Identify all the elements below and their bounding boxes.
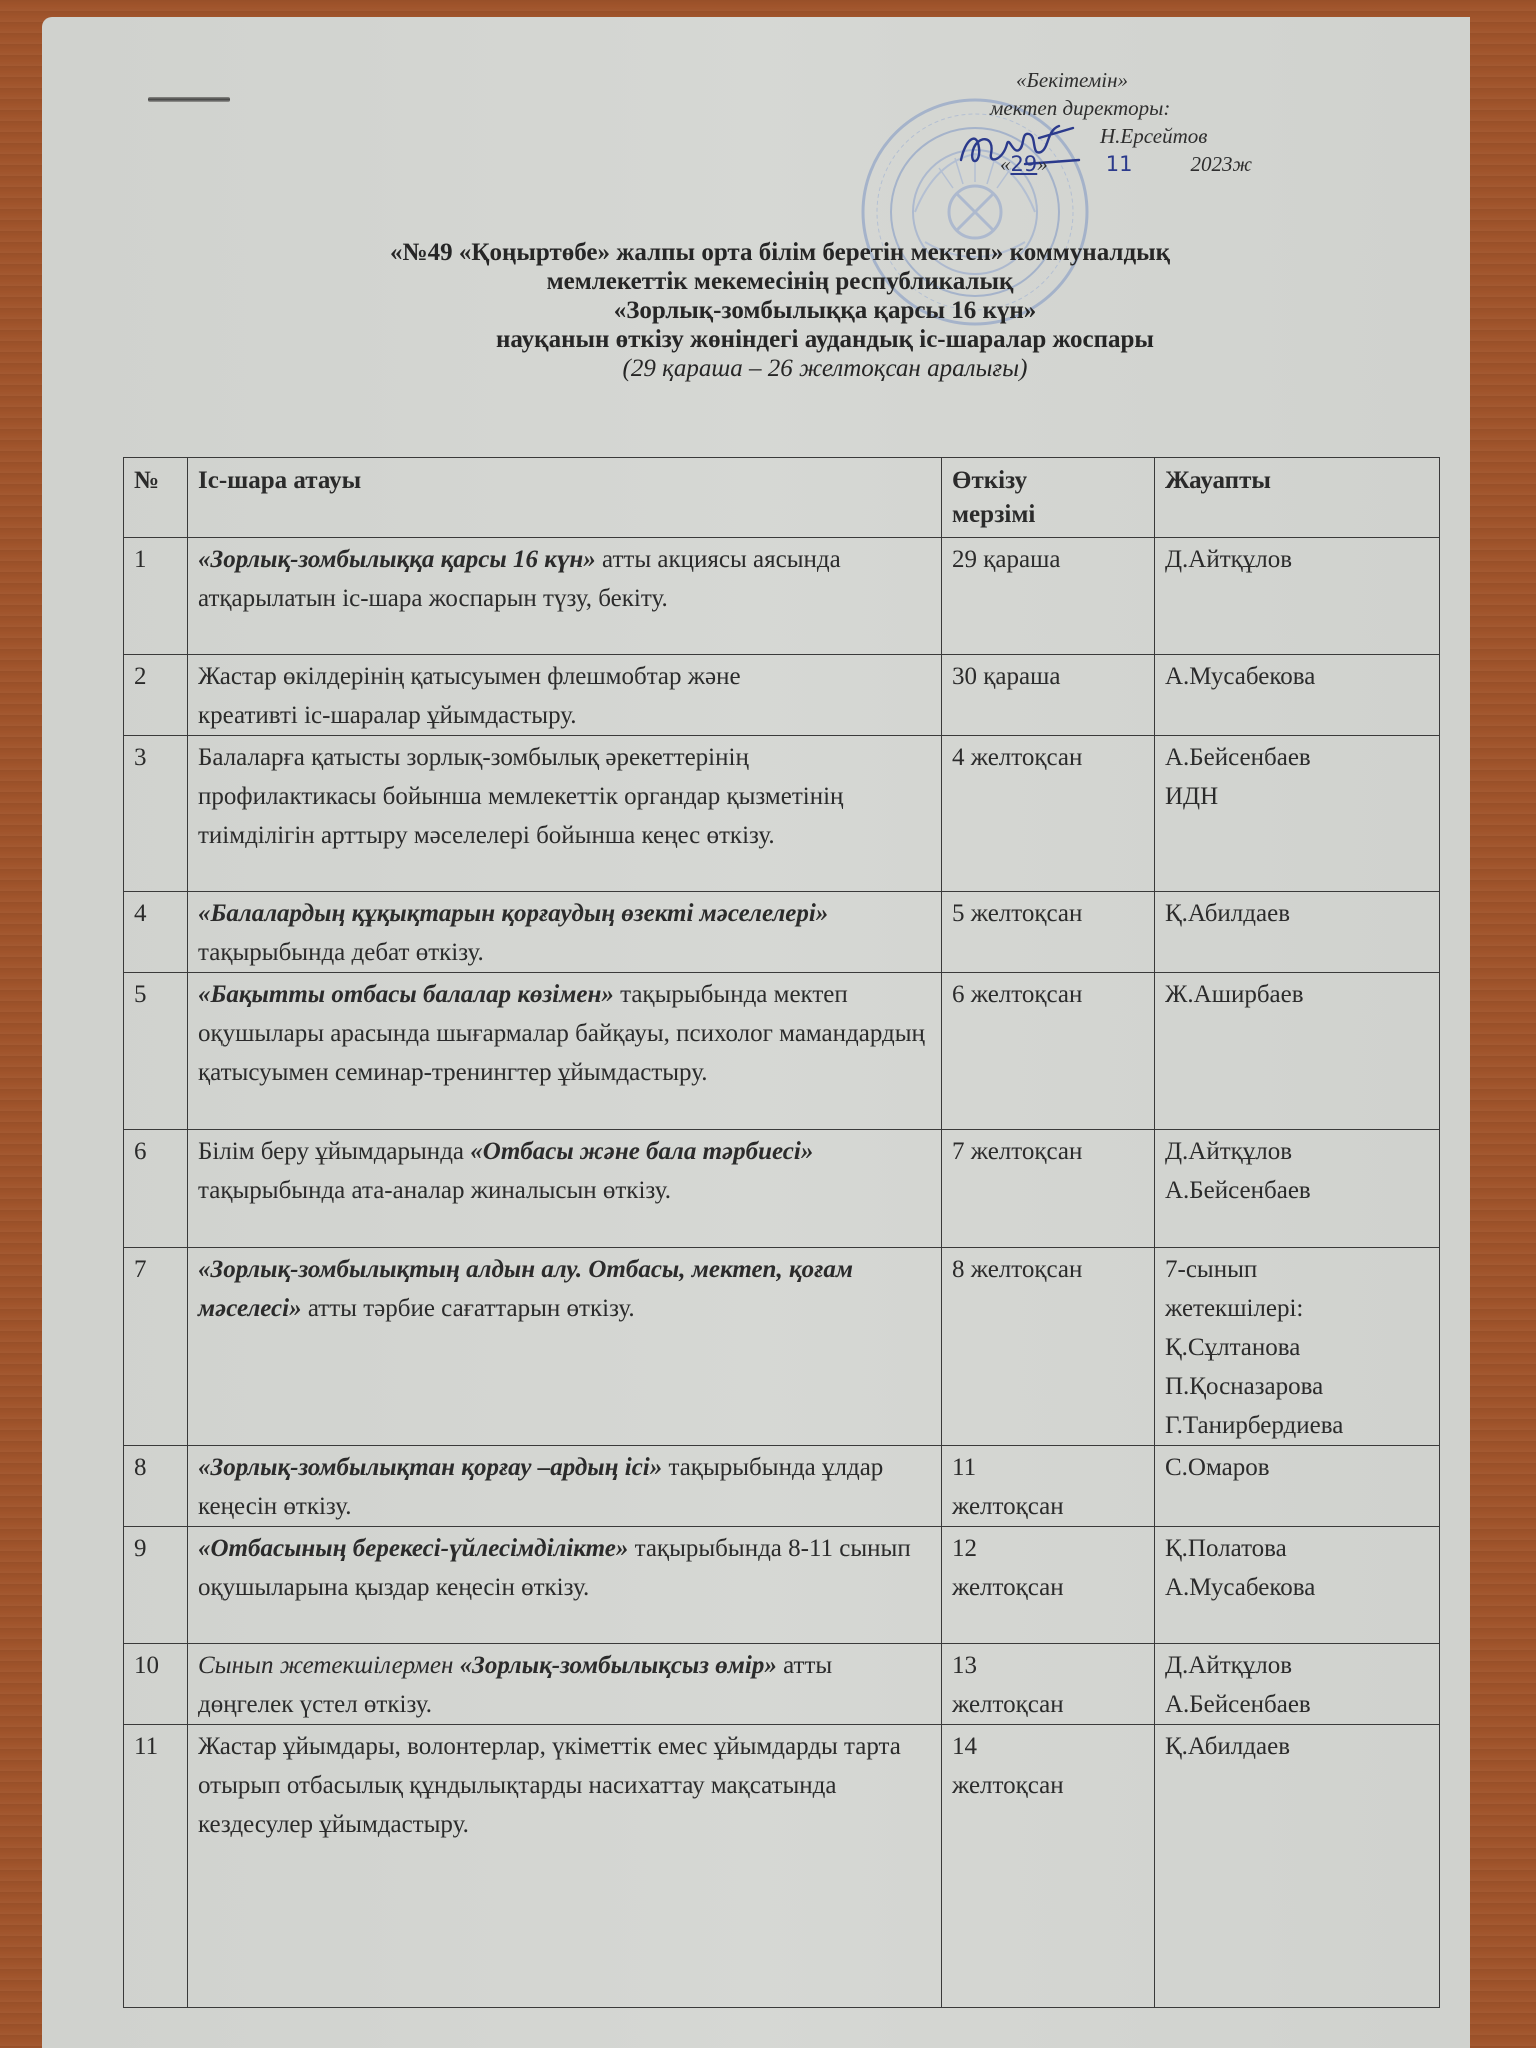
activity-text: Білім беру ұйымдарында [198, 1138, 471, 1165]
date-cell: 6 желтоқсан [942, 973, 1155, 1130]
table-row [124, 1725, 1440, 2008]
responsible-cell [1155, 1130, 1440, 1248]
approval-title: «Бекітемін» [1016, 68, 1128, 92]
approval-name: Н.Ерсейтов [1100, 124, 1208, 148]
approval-date: «29» 11 2023ж [1000, 152, 1253, 176]
row-number: 9 [124, 1527, 188, 1644]
responsible-person: А.Бейсенбаев [1165, 744, 1311, 771]
activity-plan-table [123, 457, 1440, 2008]
date-cell: 4 желтоқсан [942, 736, 1155, 892]
row-number: 8 [124, 1446, 188, 1527]
activity-text-continued: атты дөңгелек үстел өткізу. [198, 1652, 833, 1718]
activity-cell [188, 736, 942, 892]
approval-day: 29 [1010, 152, 1038, 176]
table-row [124, 1248, 1440, 1446]
responsible-person: Д.Айтқұлов [1165, 1138, 1293, 1165]
table-row [124, 1527, 1440, 1644]
responsible-person: А.Бейсенбаев [1165, 1691, 1311, 1718]
row-number: 2 [124, 655, 188, 736]
responsible-cell [1155, 736, 1440, 892]
activity-cell [188, 1446, 942, 1527]
responsible-cell [1155, 655, 1440, 736]
responsible-cell [1155, 1446, 1440, 1527]
date-cell: 14 желтоқсан [942, 1725, 1155, 2008]
activity-cell [188, 1527, 942, 1644]
title-period: (29 қараша – 26 желтоқсан аралығы) [622, 355, 1028, 382]
responsible-person: А.Бейсенбаев [1165, 1177, 1311, 1204]
header-num: № [124, 458, 188, 538]
row-number: 11 [124, 1725, 188, 2008]
table-row [124, 1644, 1440, 1725]
table-header-row [124, 458, 1440, 538]
date-cell: 8 желтоқсан [942, 1248, 1155, 1446]
row-number: 10 [124, 1644, 188, 1725]
responsible-cell [1155, 1248, 1440, 1446]
activity-text: Балаларға қатысты зорлық-зомбылық әрекеттерінің профилактикасы бойынша мемлекеттік органдар қызметінің тиімділігін арттыру мәселелері бойынша кеңес өткізу. [198, 744, 844, 849]
activity-text: Сынып жетекшілермен [198, 1652, 460, 1679]
activity-text-continued: тақырыбында дебат өткізу. [198, 939, 484, 966]
responsible-person: ИДН [1165, 783, 1219, 810]
responsible-person: Г.Танирбердиева [1165, 1412, 1344, 1439]
responsible-cell [1155, 1644, 1440, 1725]
table-row [124, 1130, 1440, 1248]
activity-title-emphasis: «Зорлық-зомбылықтан қорғау –ардың ісі» [198, 1454, 663, 1481]
activity-cell [188, 538, 942, 655]
table-row [124, 1446, 1440, 1527]
row-number: 1 [124, 538, 188, 655]
row-number: 6 [124, 1130, 188, 1248]
responsible-person: Д.Айтқұлов [1165, 1652, 1293, 1679]
activity-title-emphasis: «Отбасы және бала тәрбиесі» [470, 1138, 814, 1165]
row-number: 5 [124, 973, 188, 1130]
responsible-cell [1155, 538, 1440, 655]
title-line-2: мемлекеттік мекемесінің республикалық [546, 268, 1014, 295]
table-row [124, 736, 1440, 892]
date-cell: 29 қараша [942, 538, 1155, 655]
activity-title-emphasis: «Зорлық-зомбылықсыз өмір» [459, 1652, 777, 1679]
responsible-cell [1155, 892, 1440, 973]
header-activity: Іс-шара атауы [188, 458, 942, 538]
table-row [124, 973, 1440, 1130]
row-number: 7 [124, 1248, 188, 1446]
activity-title-emphasis: «Зорлық-зомбылықтың алдын алу. Отбасы, мектеп, қоғам мәселесі» [198, 1256, 853, 1322]
activity-text-continued: атты акциясы аясында атқарылатын іс-шара жоспарын түзу, бекіту. [198, 546, 841, 612]
table-row [124, 655, 1440, 736]
responsible-person: Д.Айтқұлов [1165, 546, 1293, 573]
row-number: 4 [124, 892, 188, 973]
approval-block [990, 66, 1310, 178]
table-row [124, 538, 1440, 655]
activity-title-emphasis: «Балалардың құқықтарын қорғаудың өзекті мәселелері» [198, 900, 829, 927]
date-cell: 5 желтоқсан [942, 892, 1155, 973]
activity-text-continued: тақырыбында ата-аналар жиналысын өткізу. [198, 1177, 671, 1204]
activity-cell [188, 892, 942, 973]
activity-text-continued: тақырыбында мектеп оқушылары арасында шығармалар байқауы, психолог мамандардың қатысуымен семинар-тренингтер ұйымдастыру. [198, 981, 925, 1086]
responsible-cell [1155, 1725, 1440, 2008]
staple [148, 97, 230, 102]
date-cell: 13 желтоқсан [942, 1644, 1155, 1725]
date-cell: 11 желтоқсан [942, 1446, 1155, 1527]
row-number: 3 [124, 736, 188, 892]
activity-cell [188, 1725, 942, 2008]
activity-text: Жастар ұйымдары, волонтерлар, үкіметтік емес ұйымдарды тарта отырып отбасылық құндылықтарды насихаттау мақсатында кездесулер ұйымдастыру. [198, 1733, 901, 1838]
activity-title-emphasis: «Бақытты отбасы балалар көзімен» [198, 981, 614, 1008]
responsible-person: А.Мусабекова [1165, 1574, 1316, 1601]
approval-month: 11 [1105, 152, 1133, 176]
approval-role: мектеп директоры: [990, 96, 1171, 120]
document-title [150, 238, 1410, 383]
header-date: Өткізу мерзімі [942, 458, 1155, 538]
responsible-cell [1155, 1527, 1440, 1644]
responsible-person: С.Омаров [1165, 1454, 1270, 1481]
responsible-person: Қ.Сұлтанова [1165, 1334, 1301, 1361]
date-cell: 12 желтоқсан [942, 1527, 1155, 1644]
responsible-person: Қ.Абилдаев [1165, 900, 1290, 927]
activity-cell [188, 1130, 942, 1248]
approval-year: 2023ж [1190, 152, 1253, 176]
activity-title-emphasis: «Отбасының берекесі-үйлесімділікте» [198, 1535, 629, 1562]
activity-text: Жастар өкілдерінің қатысуымен флешмобтар және креативті іс-шаралар ұйымдастыру. [198, 663, 741, 729]
activity-title-emphasis: «Зорлық-зомбылыққа қарсы 16 күн» [198, 546, 596, 573]
activity-cell [188, 655, 942, 736]
responsible-person: Ж.Аширбаев [1165, 981, 1304, 1008]
title-line-3: «Зорлық-зомбылыққа қарсы 16 күн» [613, 297, 1037, 324]
activity-text-continued: тақырыбында 8-11 сынып оқушыларына қыздар кеңесін өткізу. [198, 1535, 911, 1601]
title-line-1: «№49 «Қоңыртөбе» жалпы орта білім беретін мектеп» коммуналдық [389, 239, 1171, 266]
date-cell: 30 қараша [942, 655, 1155, 736]
table-row [124, 892, 1440, 973]
responsible-person: Қ.Полатова [1165, 1535, 1287, 1562]
header-responsible: Жауапты [1155, 458, 1440, 538]
responsible-person: 7-сынып жетекшілері: [1165, 1256, 1304, 1322]
responsible-person: П.Қосназарова [1165, 1373, 1324, 1400]
date-cell: 7 желтоқсан [942, 1130, 1155, 1248]
responsible-person: Қ.Абилдаев [1165, 1733, 1290, 1760]
activity-cell [188, 973, 942, 1130]
responsible-cell [1155, 973, 1440, 1130]
activity-cell [188, 1644, 942, 1725]
responsible-person: А.Мусабекова [1165, 663, 1316, 690]
activity-text-continued: тақырыбында ұлдар кеңесін өткізу. [198, 1454, 884, 1520]
activity-cell [188, 1248, 942, 1446]
title-line-4: науқанын өткізу жөніндегі аудандық іс-шаралар жоспары [496, 326, 1154, 353]
activity-text-continued: атты тәрбие сағаттарын өткізу. [301, 1295, 635, 1322]
